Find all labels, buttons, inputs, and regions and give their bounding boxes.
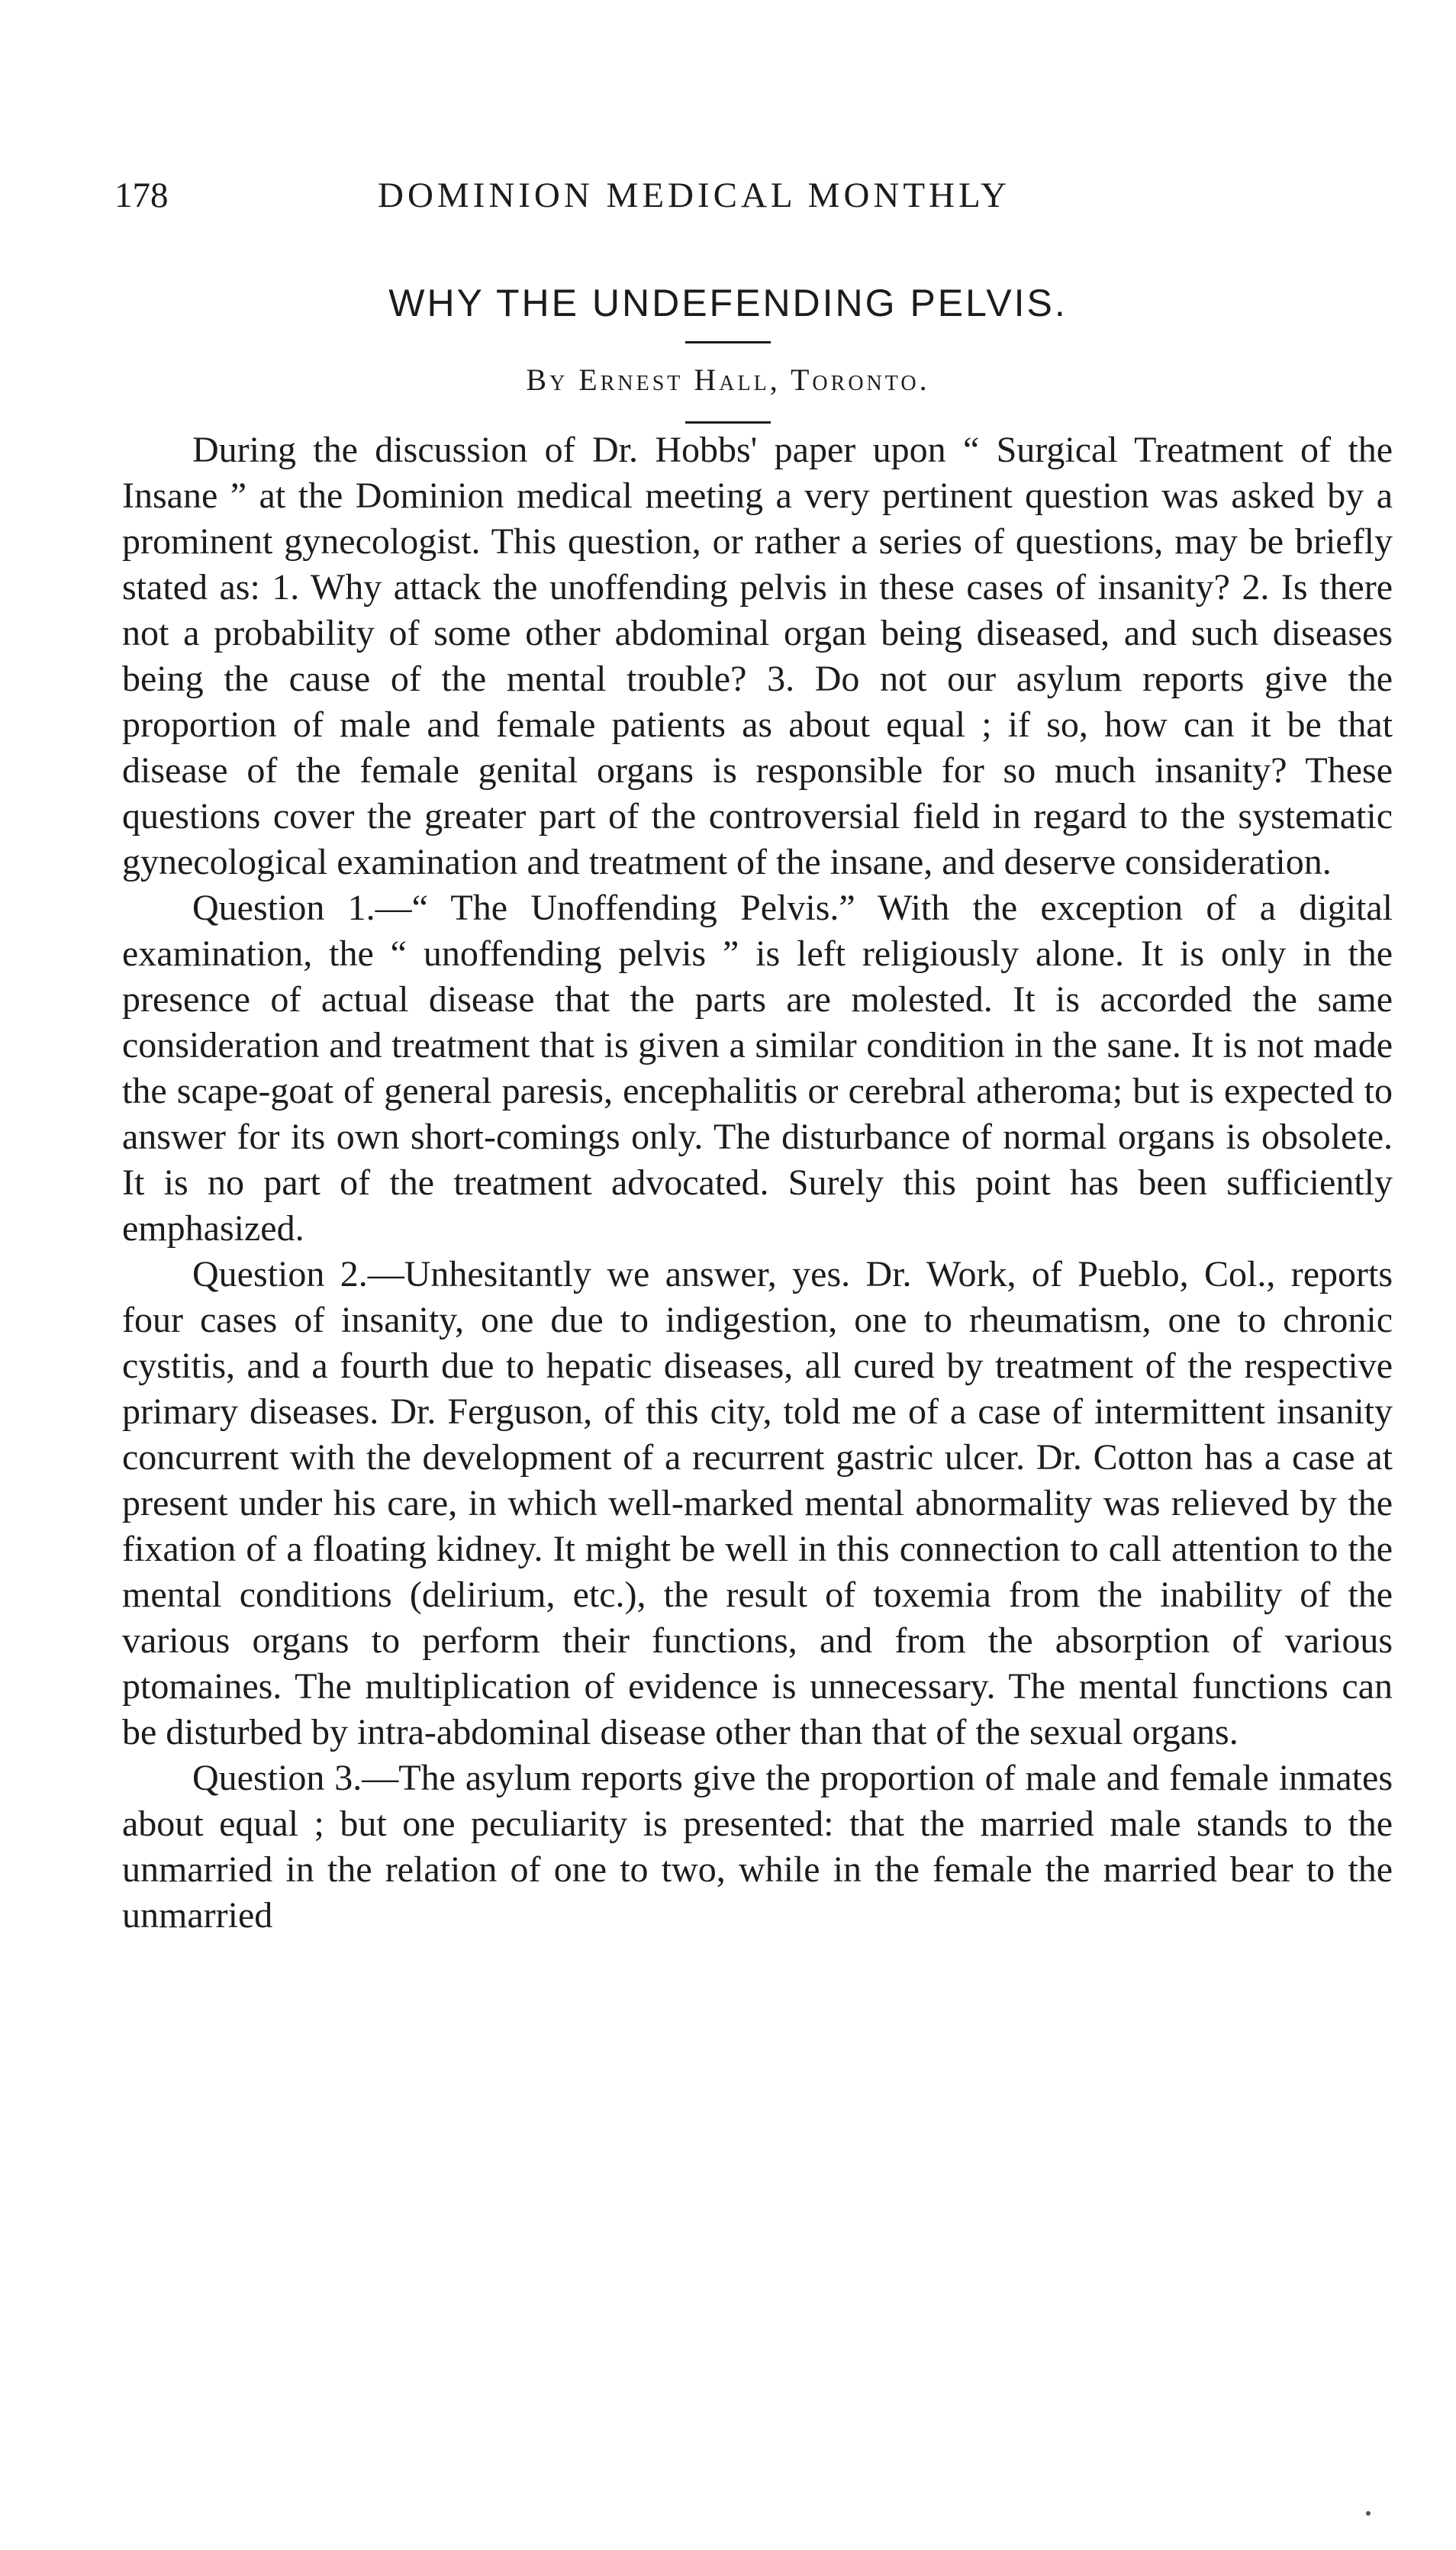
page-number: 178 <box>114 176 169 215</box>
paragraph-question-2: Question 2.—Unhesitantly we answer, yes. Dr. Work, of Pueblo, Col., reports four cases of insanity, one due to indigestion, one to rheumatism, one to chronic cystitis, and a fourth due to hepatic diseases, all cured by treatment of the respective primary diseases. Dr. Ferguson, of this city, told me of a case of intermittent insanity concurrent with the development of a recurrent gastric ulcer. Dr. Cotton has a case at present under his care, in which well-marked mental abnormality was relieved by the fixation of a floating kidney. It might be well in this connection to call attention to the mental conditions (delirium, etc.), the result of toxemia from the inability of the various organs to perform their functions, and from the absorption of various ptomaines. The multiplication of evidence is unnecessary. The mental functions can be disturbed by intra-abdominal disease other than that of the sexual organs. <box>122 1254 1393 1752</box>
paragraph-intro: During the discussion of Dr. Hobbs' paper upon “ Surgical Treatment of the Insane ” at the Dominion medical meeting a very pertinent question was asked by a prominent gynecologist. This question, or rather a series of questions, may be briefly stated as: 1. Why attack the unoffending pelvis in these cases of insanity? 2. Is there not a probability of some other abdominal organ being diseased, and such diseases being the cause of the mental trouble? 3. Do not our asylum reports give the proportion of male and female patients as about equal ; if so, how can it be that disease of the female genital organs is responsible for so much insanity? These questions cover the greater part of the controversial field in regard to the systematic gynecological examination and treatment of the insane, and deserve consideration. <box>122 430 1393 882</box>
journal-title: DOMINION MEDICAL MONTHLY <box>378 176 1010 215</box>
paragraph-question-3: Question 3.—The asylum reports give the proportion of male and female inmates about equal ; but one peculiarity is presented: that the married male stands to the unmarried in the relation of one to two, while in the female the married bear to the unmarried <box>122 1758 1393 1936</box>
running-head <box>114 172 1456 218</box>
title-divider <box>685 341 771 343</box>
article-byline: By Ernest Hall, Toronto. <box>526 363 930 397</box>
ink-speck <box>1366 2511 1371 2516</box>
byline-divider <box>685 421 771 424</box>
paragraph-question-1: Question 1.—“ The Unoffending Pelvis.” With the exception of a digital examination, the “ unoffending pelvis ” is left religiously alone. It is only in the presence of actual disease that the parts are molested. It is accorded the same consideration and treatment that is given a similar condition in the sane. It is not made the scape-goat of general paresis, encephalitis or cerebral atheroma; but is expected to answer for its own short-comings only. The disturbance of normal organs is obsolete. It is no part of the treatment advocated. Surely this point has been sufficiently emphasized. <box>122 888 1393 1249</box>
article-title: WHY THE UNDEFENDING PELVIS. <box>388 282 1068 324</box>
article-body <box>122 427 1393 1939</box>
